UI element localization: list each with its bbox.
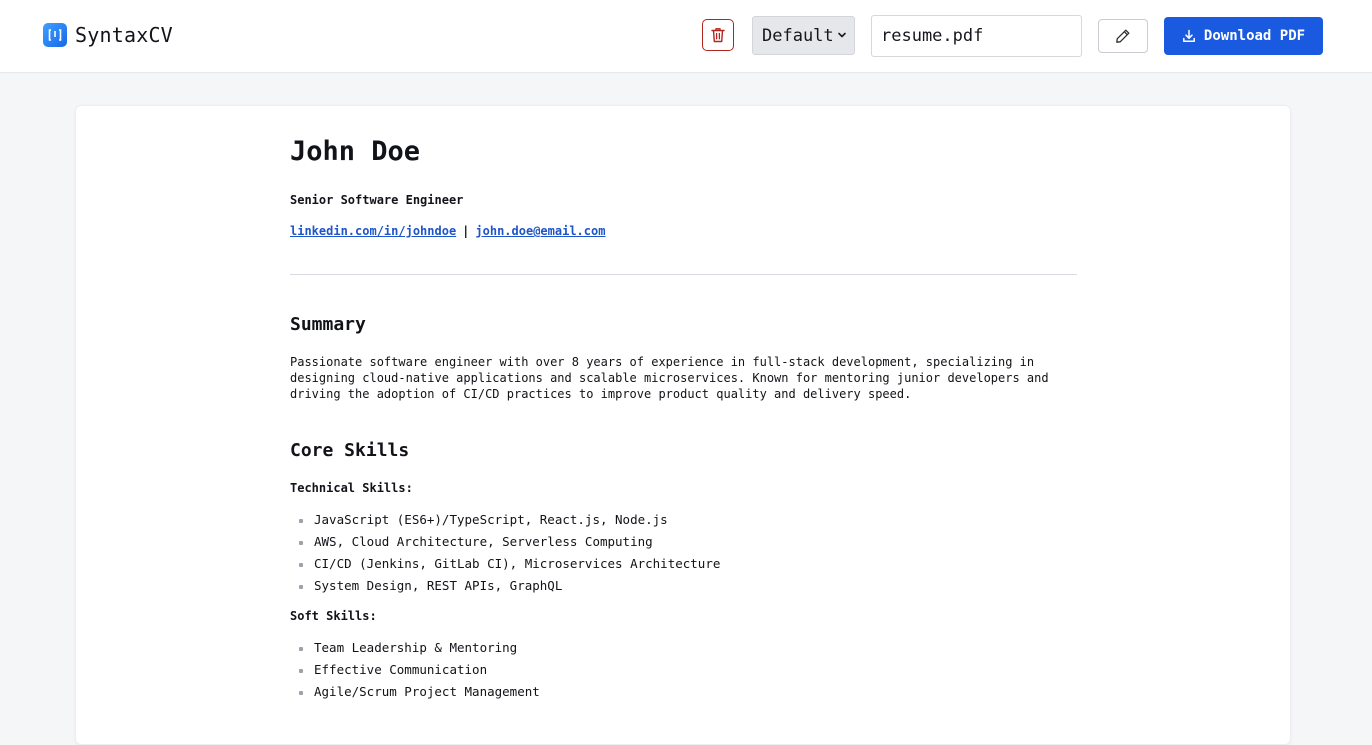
resume-name: John Doe [290, 136, 421, 167]
soft-skills-list [290, 640, 540, 706]
summary-text: Passionate software engineer with over 8 years of experience in full-stack development, specializing in designing cloud-native applications and scalable microservices. Known for mentoring junior developers and driving the adoption of CI/CD practices to improve product quality and delivery speed. [290, 355, 1049, 401]
contact-line [290, 224, 605, 238]
email-link[interactable]: john.doe@email.com [475, 224, 606, 238]
technical-skills-list [290, 512, 720, 600]
list-item: Agile/Scrum Project Management [290, 684, 540, 706]
soft-skills-label: Soft Skills: [290, 609, 377, 623]
summary-heading: Summary [290, 314, 366, 335]
edit-button[interactable] [1098, 19, 1148, 53]
resume-job-title: Senior Software Engineer [290, 193, 464, 207]
list-item: JavaScript (ES6+)/TypeScript, React.js, Node.js [290, 512, 720, 534]
app-name: SyntaxCV [75, 23, 173, 47]
core-skills-heading: Core Skills [290, 440, 410, 461]
trash-icon [711, 27, 725, 43]
delete-button[interactable] [702, 19, 734, 51]
list-item: System Design, REST APIs, GraphQL [290, 578, 720, 600]
brand[interactable] [43, 23, 173, 47]
download-icon [1182, 29, 1196, 43]
list-item: CI/CD (Jenkins, GitLab CI), Microservices Architecture [290, 556, 720, 578]
contact-separator: | [462, 224, 470, 238]
pencil-icon [1115, 28, 1131, 44]
download-pdf-button[interactable] [1164, 17, 1323, 55]
technical-skills-label: Technical Skills: [290, 481, 413, 495]
bracket-cursor-icon [43, 23, 67, 47]
filename-input[interactable] [871, 15, 1082, 57]
template-select[interactable] [752, 16, 855, 55]
resume-preview [75, 105, 1291, 745]
list-item: Effective Communication [290, 662, 540, 684]
list-item: Team Leadership & Mentoring [290, 640, 540, 662]
chevron-down-icon [836, 29, 848, 41]
top-toolbar [0, 0, 1372, 73]
linkedin-link[interactable]: linkedin.com/in/johndoe [290, 224, 457, 238]
list-item: AWS, Cloud Architecture, Serverless Computing [290, 534, 720, 556]
divider [290, 274, 1077, 275]
download-pdf-label: Download PDF [1203, 28, 1306, 44]
template-select-value: Default [762, 25, 834, 46]
